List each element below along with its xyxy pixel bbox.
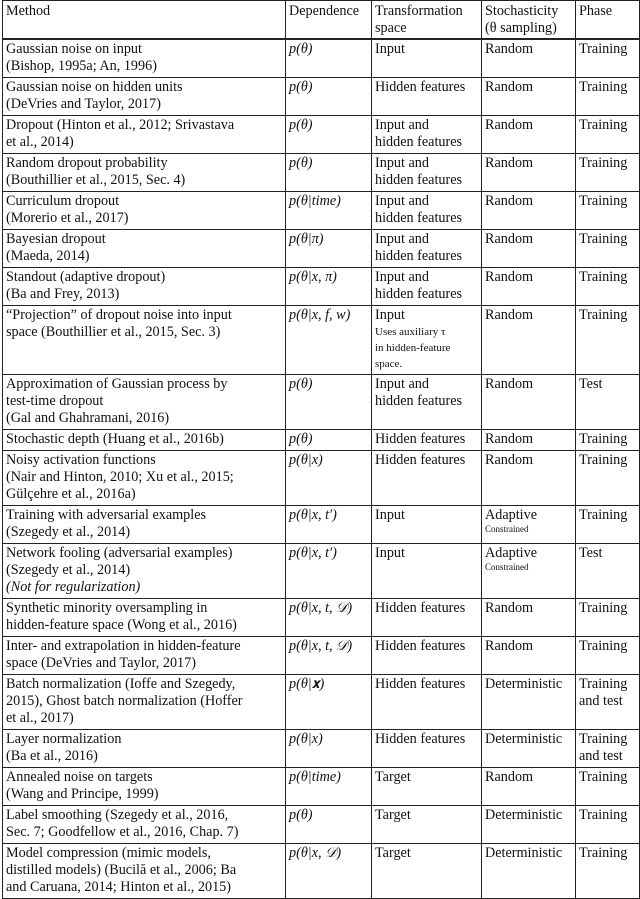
table-row — [3, 806, 640, 844]
dependence-cell: p(θ|𝐱) — [286, 675, 372, 730]
phase-cell — [576, 599, 640, 637]
cell-line: Deterministic — [485, 807, 563, 823]
cell-line: Training — [579, 452, 628, 468]
header-phase: Phase — [576, 1, 640, 40]
space-cell — [372, 230, 482, 268]
space-cell — [372, 637, 482, 675]
cell-line: Target — [375, 845, 411, 861]
header-space — [372, 1, 482, 40]
cell-line: and Caruana, 2014; Hinton et al., 2015) — [6, 879, 231, 895]
phase-cell — [576, 844, 640, 899]
cell-line: Random — [485, 307, 534, 323]
cell-line: Input and — [375, 269, 429, 285]
cell-line: and test — [579, 748, 623, 764]
table-row — [3, 675, 640, 730]
cell-note: Uses auxiliary τ — [375, 326, 446, 338]
method-cell — [3, 268, 286, 306]
dependence-cell: p(θ) — [286, 154, 372, 192]
method-cell — [3, 806, 286, 844]
cell-line: Training with adversarial examples — [6, 507, 207, 523]
cell-line: Batch normalization (Ioffe and Szegedy, — [6, 676, 236, 692]
stochasticity-cell — [482, 451, 576, 506]
cell-line: Network fooling (adversarial examples) — [6, 545, 233, 561]
cell-line: Adaptive — [485, 507, 538, 523]
space-cell — [372, 730, 482, 768]
space-cell — [372, 192, 482, 230]
cell-line: Training — [579, 155, 628, 171]
cell-line: Training — [579, 79, 628, 95]
table-row — [3, 154, 640, 192]
cell-line: (Ba et al., 2016) — [6, 748, 98, 764]
cell-note: space. — [375, 358, 403, 370]
dependence-cell: p(θ|x) — [286, 730, 372, 768]
cell-line: Random dropout probability — [6, 155, 168, 171]
cell-line: distilled models) (Bucilă et al., 2006; Ba — [6, 862, 237, 878]
phase-cell — [576, 730, 640, 768]
cell-line: Hidden features — [375, 676, 466, 692]
cell-line: Standout (adaptive dropout) — [6, 269, 166, 285]
phase-cell — [576, 154, 640, 192]
phase-cell — [576, 116, 640, 154]
dependence-cell: p(θ|x, t′) — [286, 544, 372, 599]
table-row — [3, 599, 640, 637]
cell-line: Random — [485, 769, 534, 785]
cell-line: Dropout (Hinton et al., 2012; Srivastava — [6, 117, 235, 133]
cell-line: 2015), Ghost batch normalization (Hoffer — [6, 693, 243, 709]
cell-line: (Bouthillier et al., 2015, Sec. 4) — [6, 172, 186, 188]
regularization-methods-table — [2, 0, 640, 899]
cell-line: Random — [485, 117, 534, 133]
cell-line: Hidden features — [375, 731, 466, 747]
cell-line: (Maeda, 2014) — [6, 248, 90, 264]
cell-line: Model compression (mimic models, — [6, 845, 211, 861]
cell-line: Curriculum dropout — [6, 193, 120, 209]
cell-line: hidden features — [375, 134, 463, 150]
dependence-cell: p(θ) — [286, 39, 372, 78]
cell-line: Annealed noise on targets — [6, 769, 153, 785]
cell-line: Inter- and extrapolation in hidden-feature — [6, 638, 241, 654]
dependence-cell: p(θ|π) — [286, 230, 372, 268]
space-cell — [372, 306, 482, 375]
dependence-cell: p(θ|x, t′) — [286, 506, 372, 544]
method-cell — [3, 844, 286, 899]
dependence-cell: p(θ) — [286, 375, 372, 430]
cell-line: (Szegedy et al., 2014) — [6, 562, 131, 578]
cell-line: Gaussian noise on hidden units — [6, 79, 183, 95]
cell-line: Input and — [375, 376, 429, 392]
table-row — [3, 230, 640, 268]
cell-line: hidden features — [375, 286, 463, 302]
phase-cell — [576, 192, 640, 230]
cell-note: Constrained — [485, 562, 529, 572]
stochasticity-cell — [482, 637, 576, 675]
cell-line: Hidden features — [375, 600, 466, 616]
dependence-cell: p(θ) — [286, 430, 372, 451]
cell-line: (Gal and Ghahramani, 2016) — [6, 410, 170, 426]
method-cell — [3, 375, 286, 430]
dependence-cell: p(θ|x, t, 𝒟) — [286, 599, 372, 637]
cell-line: Training — [579, 117, 628, 133]
cell-line: Input — [375, 507, 405, 523]
stochasticity-cell — [482, 268, 576, 306]
dependence-cell: p(θ) — [286, 116, 372, 154]
dependence-cell: p(θ|time) — [286, 768, 372, 806]
header-text: Transformation — [375, 3, 463, 19]
table-row — [3, 451, 640, 506]
cell-line: and test — [579, 693, 623, 709]
table-row — [3, 78, 640, 116]
stochasticity-cell — [482, 599, 576, 637]
phase-cell — [576, 637, 640, 675]
cell-line: Training — [579, 193, 628, 209]
phase-cell — [576, 806, 640, 844]
stochasticity-cell — [482, 230, 576, 268]
space-cell — [372, 39, 482, 78]
dependence-cell: p(θ) — [286, 78, 372, 116]
cell-line: Stochastic depth (Huang et al., 2016b) — [6, 431, 224, 447]
cell-line: Random — [485, 79, 534, 95]
stochasticity-cell — [482, 430, 576, 451]
cell-line: (Morerio et al., 2017) — [6, 210, 129, 226]
phase-cell — [576, 506, 640, 544]
stochasticity-cell — [482, 192, 576, 230]
cell-note: in hidden-feature — [375, 342, 451, 354]
space-cell — [372, 451, 482, 506]
cell-line: Deterministic — [485, 731, 563, 747]
cell-line: Random — [485, 452, 534, 468]
method-cell — [3, 451, 286, 506]
phase-cell — [576, 306, 640, 375]
cell-line: Training — [579, 231, 628, 247]
phase-cell — [576, 375, 640, 430]
cell-line: Input — [375, 41, 405, 57]
method-cell — [3, 637, 286, 675]
table-row — [3, 375, 640, 430]
cell-line: Gülçehre et al., 2016a) — [6, 486, 136, 502]
space-cell — [372, 154, 482, 192]
cell-note: (Not for regularization) — [6, 579, 141, 595]
method-cell — [3, 599, 286, 637]
cell-line: Hidden features — [375, 431, 466, 447]
space-cell — [372, 506, 482, 544]
method-cell — [3, 544, 286, 599]
method-cell — [3, 78, 286, 116]
cell-line: Random — [485, 193, 534, 209]
cell-line: Input and — [375, 193, 429, 209]
cell-line: hidden features — [375, 172, 463, 188]
stochasticity-cell — [482, 116, 576, 154]
cell-line: (Bishop, 1995a; An, 1996) — [6, 58, 157, 74]
cell-note: Constrained — [485, 524, 529, 534]
cell-line: hidden-feature space (Wong et al., 2016) — [6, 617, 237, 633]
phase-cell — [576, 230, 640, 268]
phase-cell — [576, 768, 640, 806]
method-cell — [3, 506, 286, 544]
header-dependence: Dependence — [286, 1, 372, 40]
method-cell — [3, 230, 286, 268]
cell-line: hidden features — [375, 248, 463, 264]
stochasticity-cell — [482, 768, 576, 806]
dependence-cell: p(θ|x, 𝒟) — [286, 844, 372, 899]
cell-line: Training — [579, 807, 628, 823]
cell-line: Input — [375, 545, 405, 561]
header-text: Stochasticity — [485, 3, 559, 19]
stochasticity-cell — [482, 506, 576, 544]
cell-line: Training — [579, 507, 628, 523]
method-cell — [3, 116, 286, 154]
table-row — [3, 768, 640, 806]
space-cell — [372, 375, 482, 430]
table-row — [3, 39, 640, 78]
table-row — [3, 192, 640, 230]
space-cell — [372, 806, 482, 844]
phase-cell — [576, 675, 640, 730]
cell-line: et al., 2014) — [6, 134, 74, 150]
header-stochasticity — [482, 1, 576, 40]
cell-line: hidden features — [375, 210, 463, 226]
cell-line: Hidden features — [375, 79, 466, 95]
table-row — [3, 544, 640, 599]
phase-cell — [576, 451, 640, 506]
dependence-cell: p(θ|x, f, w) — [286, 306, 372, 375]
cell-line: Test — [579, 376, 603, 392]
table-row — [3, 730, 640, 768]
method-cell — [3, 430, 286, 451]
stochasticity-cell — [482, 78, 576, 116]
dependence-cell: p(θ|x, t, 𝒟) — [286, 637, 372, 675]
stochasticity-cell — [482, 306, 576, 375]
cell-line: (DeVries and Taylor, 2017) — [6, 96, 161, 112]
cell-line: Training — [579, 769, 628, 785]
table-row — [3, 306, 640, 375]
space-cell — [372, 599, 482, 637]
cell-line: (Szegedy et al., 2014) — [6, 524, 131, 540]
cell-line: space (Bouthillier et al., 2015, Sec. 3) — [6, 324, 221, 340]
dependence-cell: p(θ|x) — [286, 451, 372, 506]
cell-line: Random — [485, 41, 534, 57]
method-cell — [3, 306, 286, 375]
cell-line: Input — [375, 307, 405, 323]
dependence-cell: p(θ) — [286, 806, 372, 844]
cell-line: Training — [579, 731, 628, 747]
method-cell — [3, 730, 286, 768]
space-cell — [372, 544, 482, 599]
cell-line: Deterministic — [485, 845, 563, 861]
cell-line: Random — [485, 600, 534, 616]
cell-line: Random — [485, 155, 534, 171]
cell-line: Training — [579, 431, 628, 447]
phase-cell — [576, 39, 640, 78]
stochasticity-cell — [482, 844, 576, 899]
stochasticity-cell — [482, 39, 576, 78]
cell-line: Deterministic — [485, 676, 563, 692]
method-cell — [3, 675, 286, 730]
cell-line: (Ba and Frey, 2013) — [6, 286, 120, 302]
table-row — [3, 637, 640, 675]
method-cell — [3, 39, 286, 78]
method-cell — [3, 192, 286, 230]
cell-line: Label smoothing (Szegedy et al., 2016, — [6, 807, 229, 823]
cell-line: Random — [485, 638, 534, 654]
cell-line: “Projection” of dropout noise into input — [6, 307, 232, 323]
space-cell — [372, 116, 482, 154]
cell-line: Random — [485, 231, 534, 247]
cell-line: Layer normalization — [6, 731, 122, 747]
cell-line: test-time dropout — [6, 393, 104, 409]
space-cell — [372, 768, 482, 806]
cell-line: Random — [485, 376, 534, 392]
header-method: Method — [3, 1, 286, 40]
stochasticity-cell — [482, 375, 576, 430]
header-text: (θ sampling) — [485, 20, 557, 36]
cell-line: Random — [485, 431, 534, 447]
phase-cell — [576, 430, 640, 451]
cell-line: Target — [375, 769, 411, 785]
cell-line: Random — [485, 269, 534, 285]
phase-cell — [576, 544, 640, 599]
cell-line: et al., 2017) — [6, 710, 74, 726]
header-row — [3, 1, 640, 40]
cell-line: Training — [579, 269, 628, 285]
cell-line: hidden features — [375, 393, 463, 409]
cell-line: Gaussian noise on input — [6, 41, 142, 57]
method-cell — [3, 154, 286, 192]
cell-line: Training — [579, 307, 628, 323]
cell-line: Input and — [375, 231, 429, 247]
table-row — [3, 844, 640, 899]
cell-line: Sec. 7; Goodfellow et al., 2016, Chap. 7) — [6, 824, 239, 840]
cell-line: Noisy activation functions — [6, 452, 156, 468]
cell-line: Test — [579, 545, 603, 561]
stochasticity-cell — [482, 806, 576, 844]
cell-line: Training — [579, 600, 628, 616]
cell-line: Input and — [375, 117, 429, 133]
table-row — [3, 116, 640, 154]
cell-line: (Nair and Hinton, 2010; Xu et al., 2015; — [6, 469, 234, 485]
cell-line: Approximation of Gaussian process by — [6, 376, 228, 392]
cell-line: Hidden features — [375, 638, 466, 654]
cell-line: Training — [579, 676, 628, 692]
space-cell — [372, 675, 482, 730]
cell-line: Bayesian dropout — [6, 231, 106, 247]
table-row — [3, 430, 640, 451]
phase-cell — [576, 78, 640, 116]
cell-line: Training — [579, 638, 628, 654]
cell-line: Target — [375, 807, 411, 823]
table-row — [3, 506, 640, 544]
cell-line: Input and — [375, 155, 429, 171]
table-row — [3, 268, 640, 306]
stochasticity-cell — [482, 544, 576, 599]
stochasticity-cell — [482, 675, 576, 730]
phase-cell — [576, 268, 640, 306]
cell-line: Adaptive — [485, 545, 538, 561]
header-text: space — [375, 20, 407, 36]
cell-line: (Wang and Principe, 1999) — [6, 786, 159, 802]
cell-line: Training — [579, 845, 628, 861]
space-cell — [372, 430, 482, 451]
cell-line: Training — [579, 41, 628, 57]
method-cell — [3, 768, 286, 806]
dependence-cell: p(θ|x, π) — [286, 268, 372, 306]
cell-line: space (DeVries and Taylor, 2017) — [6, 655, 196, 671]
space-cell — [372, 844, 482, 899]
stochasticity-cell — [482, 730, 576, 768]
dependence-cell: p(θ|time) — [286, 192, 372, 230]
cell-line: Synthetic minority oversampling in — [6, 600, 208, 616]
space-cell — [372, 268, 482, 306]
space-cell — [372, 78, 482, 116]
cell-line: Hidden features — [375, 452, 466, 468]
stochasticity-cell — [482, 154, 576, 192]
